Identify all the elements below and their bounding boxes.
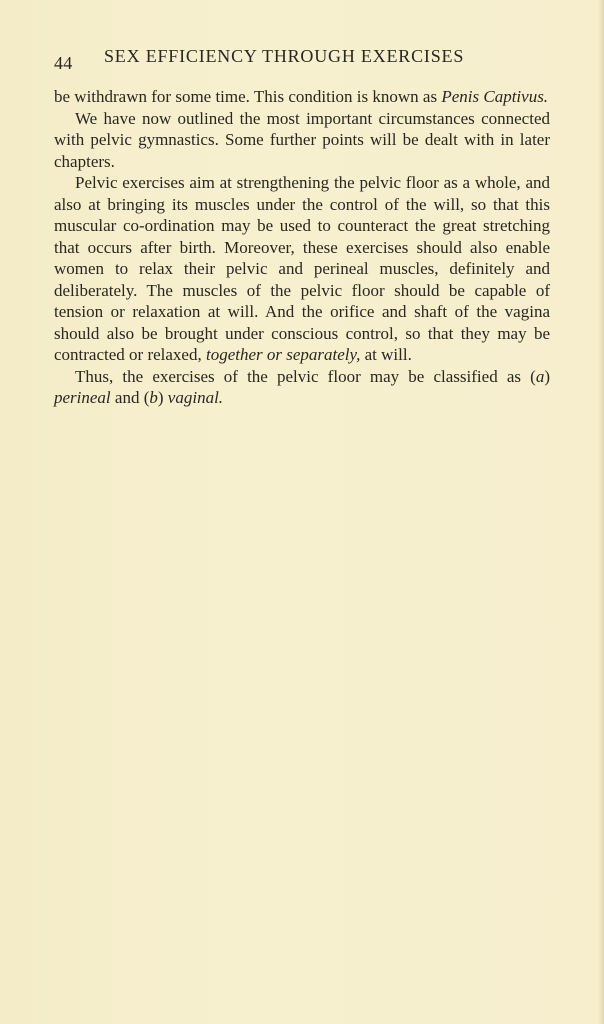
page-edge-shadow <box>598 0 604 1024</box>
paragraph-4-text: Thus, the exercises of the pelvic floor may be classified as ( <box>75 366 536 386</box>
page-header <box>54 46 554 74</box>
paragraph-4-paren-1: ) <box>544 366 550 386</box>
paragraph-4-paren-2: ) <box>157 388 164 407</box>
page-number: 44 <box>54 53 73 73</box>
paragraph-4-and: and ( <box>114 388 150 407</box>
paragraph-4-letter-b: b <box>149 388 158 407</box>
body-text <box>54 86 550 409</box>
paragraph-4-letter-a: a <box>535 366 545 386</box>
paragraph-4-vaginal: vaginal. <box>167 388 224 407</box>
paragraph-1-italic: Penis Captivus. <box>441 87 549 106</box>
paragraph-3-text: Pelvic exercises aim at strengthening the pelvic floor as a whole, and also at bringing its muscles under the control of the will, so that this muscular co-ordination may be used to counteract the great stretching that occurs after birth. Moreover, these exercises should also enable women to relax their pelvic and perineal muscles, definitely and deliberately. The muscles of the pelvic floor should be capable of tension or relaxation at will. And the orifice and shaft of the vagina should also be brought under conscious control, so that they may be contracted or relaxed, <box>54 173 550 364</box>
paragraph-3 <box>54 172 550 366</box>
paragraph-1-text: be withdrawn for some time. This condition is known as <box>54 87 438 106</box>
paragraph-2: We have now outlined the most important circumstances connected with pelvic gymnastics. Some further points will be dealt with in later chapters. <box>54 108 550 171</box>
paragraph-1 <box>54 86 550 108</box>
paragraph-4-perineal: perineal <box>54 388 111 407</box>
running-head: SEX EFFICIENCY THROUGH EXERCISES <box>104 46 465 66</box>
paragraph-3-italic: together or separately, <box>205 345 361 364</box>
paragraph-4 <box>54 366 550 409</box>
paragraph-3-end: at will. <box>364 345 412 364</box>
